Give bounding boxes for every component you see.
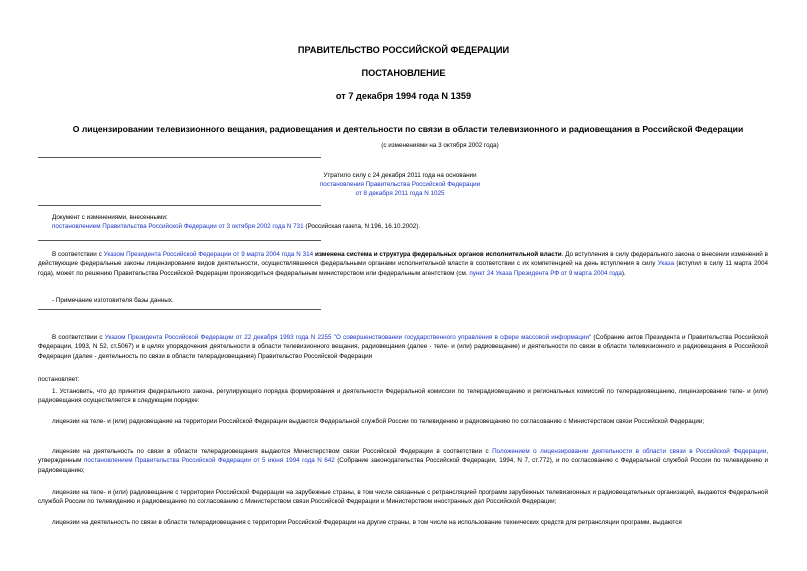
- expired-decree-link[interactable]: постановления Правительства Российской Федерации: [319, 181, 481, 188]
- licensing-regulation-link[interactable]: Положением о лицензировании деятельности в области связи в Российской Федерации: [492, 448, 767, 455]
- database-note-paragraph: В соответствии с Указом Президента Российской Федерации от 9 марта 2004 года N 314 изменена система и структура федеральных органов исполнительной власти. До вступления в силу федерального закона о внесении изменений в действующие федеральные законы лицензирование видов деятельности, осуществлявшееся федеральными органами исполнительной власти в соответствии с их компетенцией на день вступления в силу Указа (вступил в силу 11 марта 2004 года), может по решению Правительства Российской Федерации производиться федеральным министерством или федеральным агентством (см. пункт 24 Указа Президента РФ от 9 марта 2004 года).: [38, 251, 768, 277]
- decree-642-link[interactable]: постановлением Правительства Российской Федерации от 5 июня 1994 года N 642: [83, 457, 335, 465]
- divider: [38, 240, 321, 241]
- decree-point-24-link[interactable]: пункт 24 Указа Президента РФ от 9 марта 2004 года: [469, 269, 622, 277]
- clause-license-broadcasting: лицензии на теле- и (или) радиовещание на территории Российской Федерации выдаются Федеральной службой России по телевидению и радиовещанию по согласованию с Министерством связи Российской Федерации;: [52, 418, 705, 425]
- divider: [38, 309, 321, 310]
- database-note-caption: - Примечание изготовителя базы данных.: [52, 297, 174, 304]
- decree-link[interactable]: Указа: [657, 260, 675, 268]
- clause-license-foreign-communications: лицензии на деятельность по связи в области телерадиовещания с территории Российской Федерации на другие страны, в том числе на использование технических средств для ретрансляции программ, выдаются: [52, 519, 682, 526]
- expired-decree-date-link[interactable]: от 8 декабря 2011 года N 1025: [355, 190, 445, 197]
- document-type: ПОСТАНОВЛЕНИЕ: [361, 68, 446, 78]
- amendment-link[interactable]: постановлением Правительства Российской Федерации от 3 октября 2002 года N 731: [52, 223, 304, 230]
- document-date-number: от 7 декабря 1994 года N 1359: [335, 91, 472, 101]
- decree-word: постановляет:: [38, 376, 80, 383]
- expired-note: [250, 171, 550, 198]
- preamble-paragraph: В соответствии с Указом Президента Российской Федерации от 22 декабря 1993 года N 2255 "О совершенствовании государственного управления в сфере массовой информации" (Собрание актов Президента и Правительства Российской Федерации, 1993, N 52, ст.5067) и в целях упорядочения деятельности в области телевизионного вещания, радиовещания (далее - теле- и (или) радиовещание) и деятельности по связи в области телевизионного и радиовещания в Российской Федерации (далее - деятельность по связи в области телерадиовещания) Правительство Российской Федерации: [38, 334, 768, 360]
- amendments-label: Документ с изменениями, внесенными:: [52, 214, 168, 221]
- clause-license-communications: лицензии на деятельность по связи в области телерадиовещания выдаются Министерством связи Российской Федерации в соответствии с Положением о лицензировании деятельности в области связи в Российской Федерации, утвержденным постановлением Правительства Российской Федерации от 5 июня 1994 года N 642 (Собрание законодательства Российской Федерации, 1994, N 7, ст.772), и по согласованию с Федеральной службой России по телевидению и радиовещанию;: [38, 448, 768, 474]
- amendments-block: [52, 213, 772, 231]
- amendment-source: (Российская газета, N 196, 16.10.2002).: [303, 223, 421, 230]
- divider: [38, 205, 321, 206]
- divider: [38, 157, 321, 158]
- changes-note: (с изменениями на 3 октября 2002 года): [381, 142, 499, 149]
- clause-1: 1. Установить, что до принятия федерального закона, регулирующего порядка формирования и деятельности Федеральной комиссии по телерадиовещанию и региональных комиссий по телерадиовещанию, лицензирование теле- и (или) радиовещания осуществляется в следующем порядке:: [38, 388, 768, 405]
- decree-314-link[interactable]: Указом Президента Российской Федерации от 9 марта 2004 года N 314: [103, 251, 314, 258]
- clause-license-foreign-broadcasting: лицензии на теле- и (или) радиовещание с территории Российской Федерации на зарубежные страны, в том числе связанные с ретрансляцией программ зарубежных телевизионных и радиовещательных организаций, выдаются Федеральной службой России по телевидению и радиовещанию по согласованию с Министерством связи Российской Федерации и Министерством иностранных дел Российской Федерации;: [38, 489, 768, 506]
- decree-2255-link[interactable]: Указом Президента Российской Федерации от 22 декабря 1993 года N 2255 "О совершенствовании государственного управления в сфере массовой информации": [104, 334, 592, 341]
- government-name: ПРАВИТЕЛЬСТВО РОССИЙСКОЙ ФЕДЕРАЦИИ: [297, 45, 510, 55]
- document-title: О лицензировании телевизионного вещания, радиовещания и деятельности по связи в области телевизионного и радиовещания в Российской Федерации: [72, 124, 744, 134]
- expired-text: Утратило силу с 24 декабря 2011 года на основании: [323, 172, 477, 179]
